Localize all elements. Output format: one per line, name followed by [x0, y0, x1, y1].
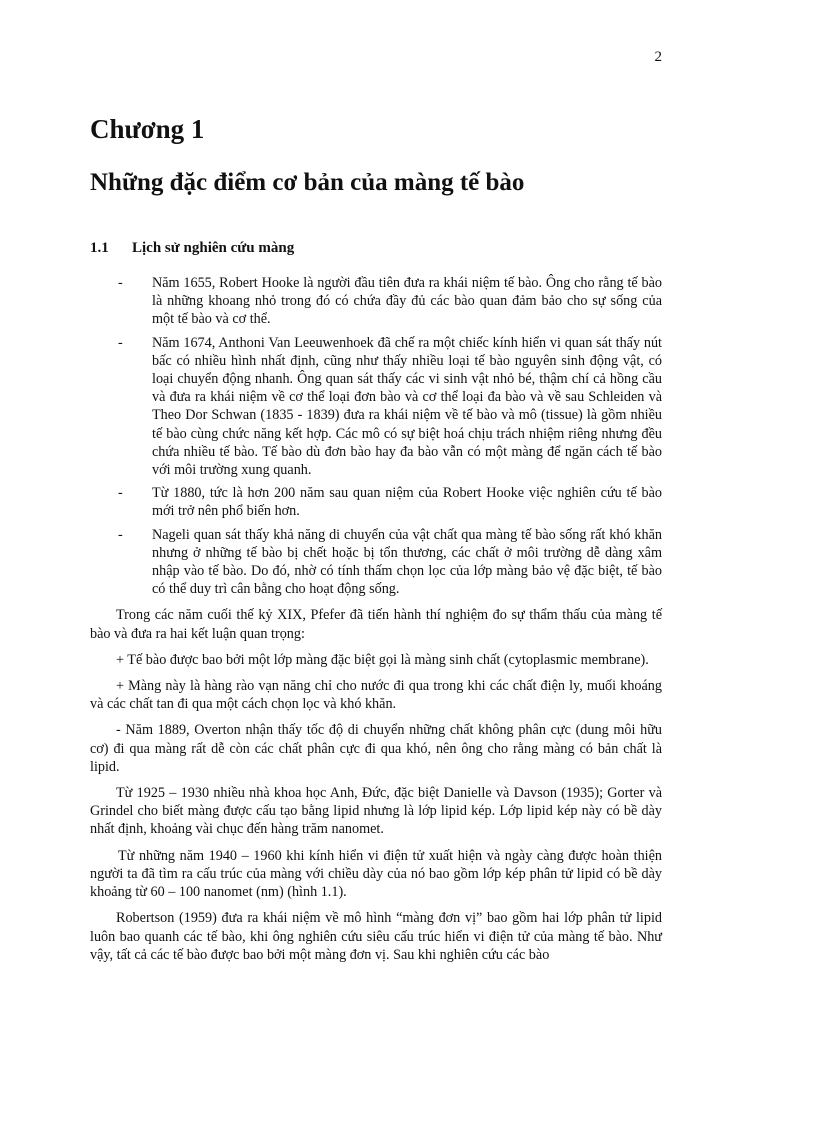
paragraph: Trong các năm cuối thế kỷ XIX, Pfefer đã tiến hành thí nghiệm đo sự thẩm thấu của màng tế bào và đưa ra hai kết luận quan trọng: [90, 607, 662, 642]
chapter-title: Những đặc điểm cơ bản của màng tế bào [90, 169, 525, 196]
paragraph: Từ 1925 – 1930 nhiều nhà khoa học Anh, Đức, đặc biệt Danielle và Davson (1935); Gorter và Grindel cho biết màng được cấu tạo bằng lipid nhưng là lớp lipid kép. Lớp lipid kép này có bề dày nhất định, khoảng vài chục đến hàng trăm nanomet. [90, 785, 662, 838]
chapter-label: Chương 1 [90, 114, 205, 144]
bullet-text: Từ 1880, tức là hơn 200 năm sau quan niệm của Robert Hooke việc nghiên cứu tế bào mới trở nên phổ biến hơn. [152, 485, 662, 520]
bullet-item [90, 526, 662, 599]
bullet-list [90, 274, 662, 598]
body-text [90, 274, 662, 964]
paragraph: - Năm 1889, Overton nhận thấy tốc độ di chuyển những chất không phân cực (dung môi hữu cơ) đi qua màng rất dễ còn các chất phân cực đi qua khó, nên ông cho rằng màng có bản chất là lipid. [90, 722, 662, 775]
bullet-marker: - [118, 485, 123, 502]
section-heading [90, 240, 294, 257]
bullet-item [90, 334, 662, 480]
bullet-marker: - [118, 275, 123, 291]
page-number: 2 [654, 49, 662, 65]
paragraph: + Màng này là hàng rào vạn năng chỉ cho nước đi qua trong khi các chất điện ly, muối khoáng và các chất tan đi qua một cách chọn lọc và khó khăn. [90, 678, 662, 713]
paragraph: Từ những năm 1940 – 1960 khi kính hiển vi điện tử xuất hiện và ngày càng được hoàn thiện người ta đã tìm ra cấu trúc của màng với chiều dày của nó bao gồm lớp kép phân tử lipid có bề dày khoảng từ 60 – 100 nanomet (nm) (hình 1.1). [90, 847, 662, 901]
bullet-text: Năm 1655, Robert Hooke là người đầu tiên đưa ra khái niệm tế bào. Ông cho rằng tế bào là những khoang nhỏ trong đó có chứa đầy đủ các bào quan đảm bảo cho sự sống của một tế bào và cơ thể. [152, 275, 662, 328]
section-title: Lịch sử nghiên cứu màng [132, 240, 295, 256]
bullet-marker: - [118, 334, 123, 351]
bullet-marker: - [118, 526, 123, 543]
bullet-item [90, 484, 662, 520]
bullet-item [90, 274, 662, 329]
section-number: 1.1 [90, 240, 109, 256]
bullet-text: Năm 1674, Anthoni Van Leeuwenhoek đã chế ra một chiếc kính hiển vi quan sát thấy nút bấc có nhiều hình nhất định, cũng như thấy nhiều loại tế bào nguyên sinh động vật, có loại chuyển động nhanh. Ông quan sát thấy các vi sinh vật nhỏ bé, thậm chí cả hồng cầu và đưa ra khái niệm về cơ thể loại đơn bào và cơ thể loại đa bào và về sau Schleiden và Theo Dor Schwan (1835 - 1839) đưa ra khái niệm về tế bào và mô (tissue) là gồm nhiều tế bào cùng chức năng kết hợp. Các mô có sự biệt hoá chịu trách nhiệm riêng nhưng đều chứa nhiều tế bào. Tế bào dù đơn bào hay đa bào vẫn có một màng để ngăn cách tế bào với môi trường xung quanh. [152, 334, 662, 479]
bullet-text: Nageli quan sát thấy khả năng di chuyển của vật chất qua màng tế bào sống rất khó khăn nhưng ở những tế bào bị chết hoặc bị tổn thương, các chất ở môi trường dễ dàng xâm nhập vào tế bào. Do đó, nhờ có tính thấm chọn lọc của lớp màng bảo vệ đặc biệt, tế bào có thể duy trì cân bằng cho hoạt động sống. [152, 526, 662, 598]
paragraph: Robertson (1959) đưa ra khái niệm về mô hình “màng đơn vị” bao gồm hai lớp phân tử lipid luôn bao quanh các tế bào, khi ông nghiên cứu siêu cấu trúc hiển vi điện tử của màng tế bào. Như vậy, tất cả các tế bào được bao bởi một màng đơn vị. Sau khi nghiên cứu các bào [90, 910, 662, 963]
paragraph: + Tế bào được bao bởi một lớp màng đặc biệt gọi là màng sinh chất (cytoplasmic membrane). [116, 651, 649, 668]
